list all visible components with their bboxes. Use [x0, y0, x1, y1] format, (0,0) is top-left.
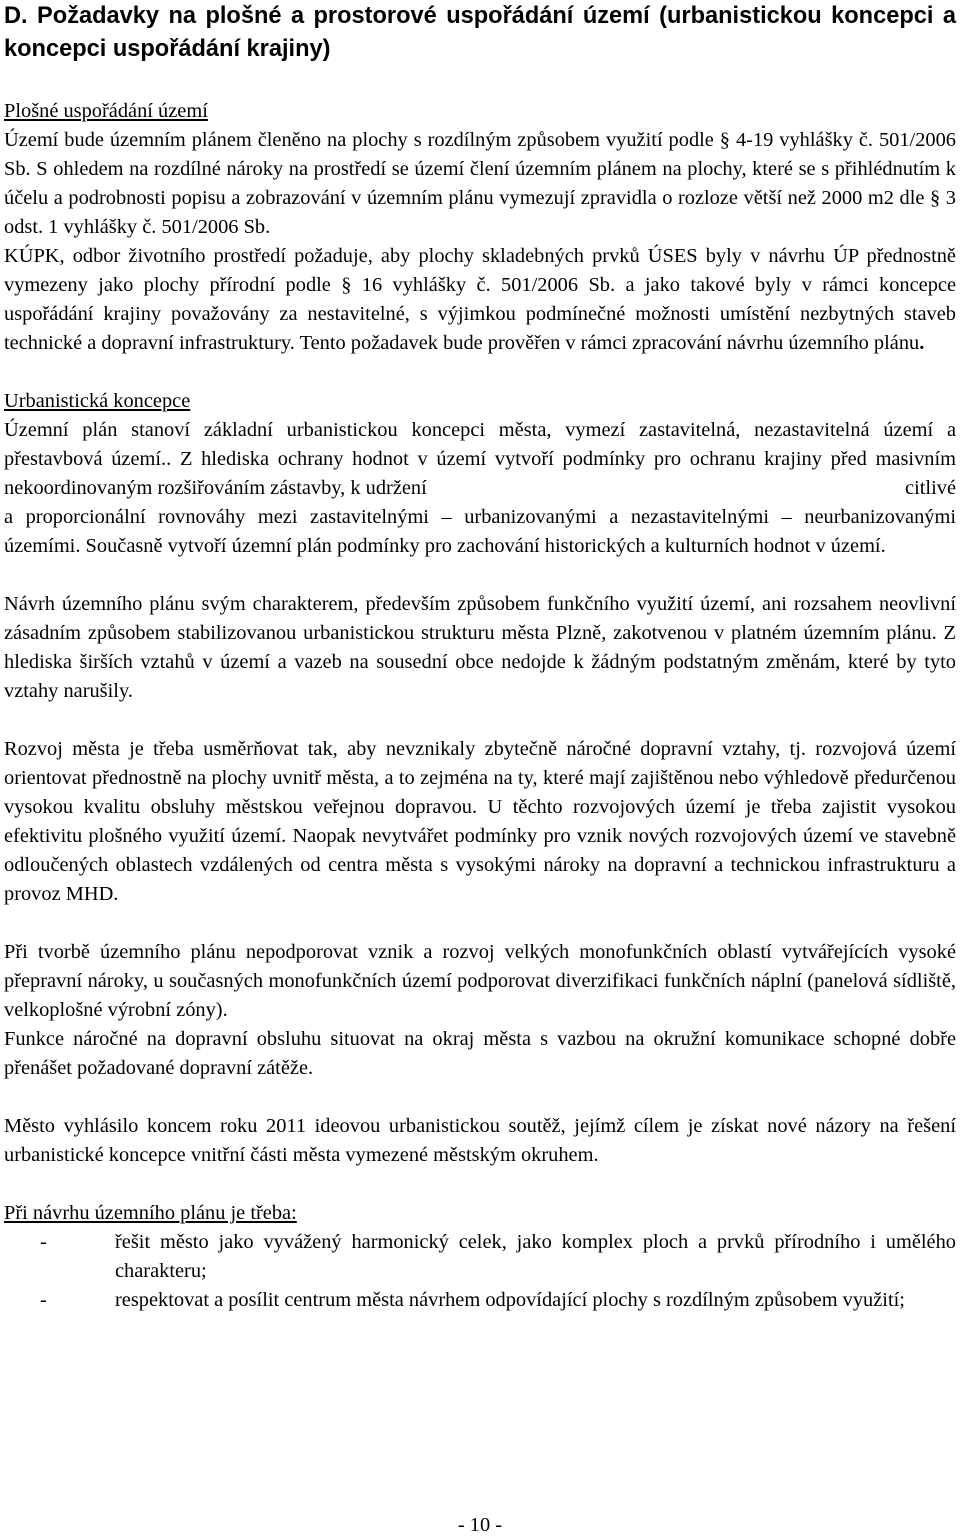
requirements-list [4, 1228, 956, 1315]
list-item-text: respektovat a posílit centrum města návrhem odpovídající plochy s rozdílným způsobem využití; [115, 1289, 905, 1311]
paragraph-plosne-1: Území bude územním plánem členěno na plochy s rozdílným způsobem využití podle § 4-19 vyhlášky č. 501/2006 Sb. S ohledem na rozdílné nároky na prostředí se území člení územním plánem na plochy, které se s přihlédnutím k účelu a podrobnosti popisu a zobrazování v územním plánu vymezují zpravidla o rozloze větší než 2000 m2 dle § 3 odst. 1 vyhlášky č. 501/2006 Sb. [4, 129, 956, 238]
paragraph-urb-1-c: a proporcionální rovnováhy mezi zastavitelnými – urbanizovanými a nezastavitelnými – neurbanizovanými územími. Současně vytvoří územní plán podmínky pro zachování historických a kulturních hodnot v území. [4, 506, 956, 557]
paragraph-urb-4: Při tvorbě územního plánu nepodporovat vznik a rozvoj velkých monofunkčních oblastí vytvářejících vysoké přepravní nároky, u současných monofunkčních území podporovat diverzifikaci funkčních náplní (panelová sídliště, velkoplošné výrobní zóny). [4, 941, 956, 1021]
spacer [4, 909, 956, 938]
paragraph-urb-1 [4, 416, 956, 561]
list-item-text: řešit město jako vyvážený harmonický celek, jako komplex ploch a prvků přírodního i umělého charakteru; [115, 1231, 956, 1282]
section-heading: D. Požadavky na plošné a prostorové uspořádání území (urbanistickou koncepci a koncepci uspořádání krajiny) [4, 3, 956, 62]
paragraph-urb-1-a: Územní plán stanoví základní urbanistickou koncepci města, vymezí zastavitelná, nezastavitelná území a přestavbová území.. Z hlediska ochrany hodnot v území vytvoří podmínky pro ochranu krajiny před masivním nekoordinovaným rozšiřováním zástavby, k udržení [4, 419, 956, 499]
page-number: - 10 - [457, 1514, 503, 1536]
subsection-title-plosne: Plošné uspořádání území [4, 100, 208, 122]
spacer [4, 358, 956, 387]
spacer [4, 1083, 956, 1112]
spacer [4, 706, 956, 735]
spacer [4, 1170, 956, 1199]
list-dash: - [40, 1231, 47, 1253]
document-page [4, 0, 956, 1315]
paragraph-plosne-2 [4, 242, 956, 358]
list-item [4, 1286, 956, 1315]
paragraph-plosne-2-text: KÚPK, odbor životního prostředí požaduje, aby plochy skladebných prvků ÚSES byly v návrhu ÚP přednostně vymezeny jako plochy přírodní podle § 16 vyhlášky č. 501/2006 Sb. a jako takové byly v rámci koncepce uspořádání krajiny považovány za nestavitelné, s výjimkou podmínečné možnosti umístění nezbytných staveb technické a dopravní infrastruktury. Tento požadavek bude prověřen v rámci zpracování návrhu územního plánu [4, 245, 956, 354]
paragraph-urb-6: Město vyhlásilo koncem roku 2011 ideovou urbanistickou soutěž, jejímž cílem je získat nové názory na řešení urbanistické koncepce vnitřní části města vymezené městským okruhem. [4, 1115, 956, 1166]
paragraph-urb-1-b: citlivé [905, 477, 956, 499]
paragraph-plosne-2-bold: . [919, 332, 925, 354]
subsection-title-navrh: Při návrhu územního plánu je třeba: [4, 1202, 297, 1224]
paragraph-urb-2: Návrh územního plánu svým charakterem, především způsobem funkčního využití území, ani rozsahem neovlivní zásadním způsobem stabilizovanou urbanistickou strukturu města Plzně, zakotvenou v platném územním plánu. Z hlediska širších vztahů v území a vazeb na sousední obce nedojde k žádným podstatným změnám, které by tyto vztahy narušily. [4, 593, 956, 702]
list-item [4, 1228, 956, 1286]
subsection-title-urbanisticka: Urbanistická koncepce [4, 390, 191, 412]
list-dash: - [40, 1289, 47, 1311]
paragraph-urb-5: Funkce náročné na dopravní obsluhu situovat na okraj města s vazbou na okružní komunikace schopné dobře přenášet požadované dopravní zátěže. [4, 1028, 956, 1079]
spacer [4, 561, 956, 590]
spacer [4, 66, 956, 97]
paragraph-urb-3: Rozvoj města je třeba usměrňovat tak, aby nevznikaly zbytečně náročné dopravní vztahy, tj. rozvojová území orientovat přednostně na plochy uvnitř města, a to zejména na ty, které mají zajištěnou nebo výhledově předurčenou vysokou kvalitu obsluhy městskou veřejnou dopravou. U těchto rozvojových území je třeba zajistit vysokou efektivitu plošného využití území. Naopak nevytvářet podmínky pro vznik nových rozvojových území ve stavebně odloučených oblastech vzdálených od centra města s vysokými nároky na dopravní a technickou infrastrukturu a provoz MHD. [4, 738, 956, 905]
